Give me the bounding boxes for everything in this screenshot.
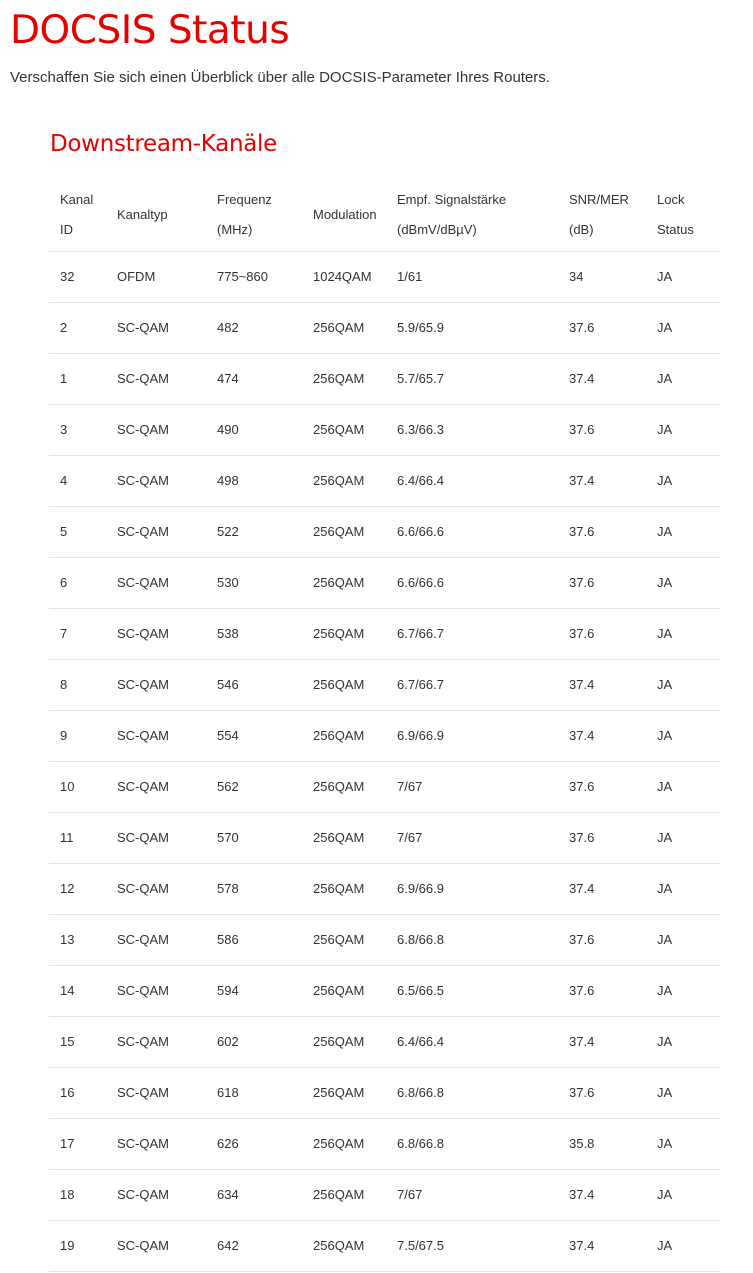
cell-frequenz: 578 bbox=[206, 863, 302, 914]
cell-kanal-id: 8 bbox=[49, 659, 106, 710]
cell-signalstaerke: 6.8/66.8 bbox=[386, 1067, 558, 1118]
cell-frequenz: 562 bbox=[206, 761, 302, 812]
cell-kanaltyp: SC-QAM bbox=[106, 302, 206, 353]
cell-frequenz: 530 bbox=[206, 557, 302, 608]
header-kanal-id: Kanal ID bbox=[49, 180, 106, 251]
cell-frequenz: 634 bbox=[206, 1169, 302, 1220]
cell-kanaltyp: SC-QAM bbox=[106, 965, 206, 1016]
cell-kanal-id: 17 bbox=[49, 1118, 106, 1169]
page-subtitle: Verschaffen Sie sich einen Überblick über alle DOCSIS-Parameter Ihres Routers. bbox=[10, 69, 550, 86]
cell-kanaltyp: SC-QAM bbox=[106, 455, 206, 506]
cell-kanaltyp: SC-QAM bbox=[106, 761, 206, 812]
header-kanaltyp: Kanaltyp bbox=[106, 180, 206, 251]
cell-lock-status: JA bbox=[646, 965, 720, 1016]
table-row bbox=[49, 761, 720, 812]
table-row bbox=[49, 353, 720, 404]
cell-kanal-id: 6 bbox=[49, 557, 106, 608]
table-row bbox=[49, 659, 720, 710]
cell-kanaltyp: SC-QAM bbox=[106, 863, 206, 914]
table-row bbox=[49, 251, 720, 302]
cell-modulation: 256QAM bbox=[302, 353, 386, 404]
cell-signalstaerke: 6.4/66.4 bbox=[386, 1016, 558, 1067]
cell-frequenz: 482 bbox=[206, 302, 302, 353]
cell-kanal-id: 13 bbox=[49, 914, 106, 965]
cell-modulation: 256QAM bbox=[302, 965, 386, 1016]
cell-kanal-id: 16 bbox=[49, 1067, 106, 1118]
table-row bbox=[49, 302, 720, 353]
cell-frequenz: 570 bbox=[206, 812, 302, 863]
cell-kanaltyp: SC-QAM bbox=[106, 914, 206, 965]
cell-kanal-id: 15 bbox=[49, 1016, 106, 1067]
cell-lock-status: JA bbox=[646, 557, 720, 608]
cell-modulation: 256QAM bbox=[302, 1169, 386, 1220]
cell-kanaltyp: SC-QAM bbox=[106, 1118, 206, 1169]
table-row bbox=[49, 455, 720, 506]
cell-lock-status: JA bbox=[646, 404, 720, 455]
table-row bbox=[49, 914, 720, 965]
table-row bbox=[49, 965, 720, 1016]
cell-signalstaerke: 7/67 bbox=[386, 1169, 558, 1220]
cell-modulation: 256QAM bbox=[302, 1016, 386, 1067]
cell-kanal-id: 10 bbox=[49, 761, 106, 812]
cell-lock-status: JA bbox=[646, 353, 720, 404]
cell-lock-status: JA bbox=[646, 506, 720, 557]
cell-lock-status: JA bbox=[646, 1220, 720, 1271]
downstream-channels-table bbox=[49, 180, 720, 1272]
table-row bbox=[49, 557, 720, 608]
cell-snr-mer: 37.4 bbox=[558, 710, 646, 761]
cell-snr-mer: 37.6 bbox=[558, 608, 646, 659]
cell-modulation: 256QAM bbox=[302, 710, 386, 761]
cell-modulation: 256QAM bbox=[302, 659, 386, 710]
cell-snr-mer: 37.6 bbox=[558, 965, 646, 1016]
cell-kanaltyp: SC-QAM bbox=[106, 506, 206, 557]
cell-signalstaerke: 7.5/67.5 bbox=[386, 1220, 558, 1271]
cell-snr-mer: 37.4 bbox=[558, 353, 646, 404]
cell-signalstaerke: 6.8/66.8 bbox=[386, 914, 558, 965]
cell-lock-status: JA bbox=[646, 608, 720, 659]
cell-signalstaerke: 6.8/66.8 bbox=[386, 1118, 558, 1169]
cell-frequenz: 490 bbox=[206, 404, 302, 455]
cell-signalstaerke: 6.4/66.4 bbox=[386, 455, 558, 506]
cell-snr-mer: 37.6 bbox=[558, 404, 646, 455]
cell-kanal-id: 14 bbox=[49, 965, 106, 1016]
cell-snr-mer: 37.6 bbox=[558, 506, 646, 557]
cell-modulation: 1024QAM bbox=[302, 251, 386, 302]
cell-lock-status: JA bbox=[646, 251, 720, 302]
header-frequenz: Frequenz (MHz) bbox=[206, 180, 302, 251]
table-row bbox=[49, 812, 720, 863]
cell-snr-mer: 37.6 bbox=[558, 557, 646, 608]
cell-kanaltyp: SC-QAM bbox=[106, 608, 206, 659]
cell-snr-mer: 37.6 bbox=[558, 1067, 646, 1118]
header-modulation: Modulation bbox=[302, 180, 386, 251]
cell-snr-mer: 37.4 bbox=[558, 1169, 646, 1220]
cell-frequenz: 618 bbox=[206, 1067, 302, 1118]
cell-lock-status: JA bbox=[646, 1067, 720, 1118]
cell-lock-status: JA bbox=[646, 914, 720, 965]
cell-kanal-id: 2 bbox=[49, 302, 106, 353]
cell-kanaltyp: SC-QAM bbox=[106, 659, 206, 710]
table-row bbox=[49, 710, 720, 761]
table-row bbox=[49, 404, 720, 455]
cell-lock-status: JA bbox=[646, 302, 720, 353]
cell-signalstaerke: 7/67 bbox=[386, 812, 558, 863]
cell-signalstaerke: 6.6/66.6 bbox=[386, 557, 558, 608]
cell-signalstaerke: 6.7/66.7 bbox=[386, 659, 558, 710]
cell-signalstaerke: 1/61 bbox=[386, 251, 558, 302]
cell-lock-status: JA bbox=[646, 710, 720, 761]
table-row bbox=[49, 608, 720, 659]
cell-lock-status: JA bbox=[646, 1118, 720, 1169]
cell-signalstaerke: 6.7/66.7 bbox=[386, 608, 558, 659]
cell-snr-mer: 37.6 bbox=[558, 302, 646, 353]
cell-frequenz: 642 bbox=[206, 1220, 302, 1271]
cell-signalstaerke: 5.9/65.9 bbox=[386, 302, 558, 353]
cell-kanaltyp: SC-QAM bbox=[106, 557, 206, 608]
table-row bbox=[49, 1118, 720, 1169]
cell-modulation: 256QAM bbox=[302, 761, 386, 812]
cell-modulation: 256QAM bbox=[302, 914, 386, 965]
cell-kanal-id: 5 bbox=[49, 506, 106, 557]
table-row bbox=[49, 1169, 720, 1220]
header-signalstaerke: Empf. Signalstärke (dBmV/dBµV) bbox=[386, 180, 558, 251]
cell-modulation: 256QAM bbox=[302, 557, 386, 608]
cell-signalstaerke: 6.3/66.3 bbox=[386, 404, 558, 455]
cell-frequenz: 594 bbox=[206, 965, 302, 1016]
cell-modulation: 256QAM bbox=[302, 812, 386, 863]
cell-snr-mer: 37.6 bbox=[558, 761, 646, 812]
cell-modulation: 256QAM bbox=[302, 404, 386, 455]
downstream-section-title: Downstream-Kanäle bbox=[50, 131, 277, 157]
cell-snr-mer: 37.4 bbox=[558, 455, 646, 506]
table-row bbox=[49, 863, 720, 914]
cell-frequenz: 586 bbox=[206, 914, 302, 965]
cell-frequenz: 522 bbox=[206, 506, 302, 557]
cell-frequenz: 602 bbox=[206, 1016, 302, 1067]
cell-frequenz: 498 bbox=[206, 455, 302, 506]
table-header-row bbox=[49, 180, 720, 251]
cell-signalstaerke: 6.9/66.9 bbox=[386, 863, 558, 914]
cell-modulation: 256QAM bbox=[302, 1118, 386, 1169]
cell-kanal-id: 11 bbox=[49, 812, 106, 863]
table-body bbox=[49, 251, 720, 1271]
cell-kanaltyp: SC-QAM bbox=[106, 353, 206, 404]
cell-frequenz: 554 bbox=[206, 710, 302, 761]
cell-snr-mer: 34 bbox=[558, 251, 646, 302]
table-row bbox=[49, 1067, 720, 1118]
cell-kanal-id: 18 bbox=[49, 1169, 106, 1220]
cell-modulation: 256QAM bbox=[302, 302, 386, 353]
cell-kanal-id: 7 bbox=[49, 608, 106, 659]
cell-lock-status: JA bbox=[646, 863, 720, 914]
cell-kanaltyp: SC-QAM bbox=[106, 1016, 206, 1067]
cell-kanal-id: 9 bbox=[49, 710, 106, 761]
cell-modulation: 256QAM bbox=[302, 608, 386, 659]
cell-lock-status: JA bbox=[646, 812, 720, 863]
cell-lock-status: JA bbox=[646, 761, 720, 812]
cell-kanaltyp: SC-QAM bbox=[106, 404, 206, 455]
cell-snr-mer: 37.6 bbox=[558, 812, 646, 863]
cell-frequenz: 474 bbox=[206, 353, 302, 404]
cell-snr-mer: 37.4 bbox=[558, 863, 646, 914]
cell-kanal-id: 1 bbox=[49, 353, 106, 404]
cell-kanaltyp: SC-QAM bbox=[106, 1067, 206, 1118]
cell-snr-mer: 37.4 bbox=[558, 1016, 646, 1067]
cell-lock-status: JA bbox=[646, 455, 720, 506]
cell-frequenz: 775~860 bbox=[206, 251, 302, 302]
cell-kanaltyp: SC-QAM bbox=[106, 1220, 206, 1271]
cell-signalstaerke: 7/67 bbox=[386, 761, 558, 812]
cell-modulation: 256QAM bbox=[302, 506, 386, 557]
cell-kanal-id: 12 bbox=[49, 863, 106, 914]
table-row bbox=[49, 1016, 720, 1067]
cell-kanaltyp: OFDM bbox=[106, 251, 206, 302]
cell-lock-status: JA bbox=[646, 1169, 720, 1220]
table-row bbox=[49, 506, 720, 557]
cell-signalstaerke: 6.6/66.6 bbox=[386, 506, 558, 557]
page-title: DOCSIS Status bbox=[10, 8, 290, 53]
cell-snr-mer: 37.6 bbox=[558, 914, 646, 965]
header-lock-status: Lock Status bbox=[646, 180, 720, 251]
cell-snr-mer: 37.4 bbox=[558, 659, 646, 710]
cell-kanaltyp: SC-QAM bbox=[106, 710, 206, 761]
cell-signalstaerke: 6.5/66.5 bbox=[386, 965, 558, 1016]
cell-signalstaerke: 5.7/65.7 bbox=[386, 353, 558, 404]
cell-frequenz: 546 bbox=[206, 659, 302, 710]
header-snr-mer: SNR/MER (dB) bbox=[558, 180, 646, 251]
cell-signalstaerke: 6.9/66.9 bbox=[386, 710, 558, 761]
cell-modulation: 256QAM bbox=[302, 455, 386, 506]
cell-modulation: 256QAM bbox=[302, 1220, 386, 1271]
cell-modulation: 256QAM bbox=[302, 1067, 386, 1118]
cell-kanal-id: 32 bbox=[49, 251, 106, 302]
cell-kanaltyp: SC-QAM bbox=[106, 812, 206, 863]
cell-kanal-id: 19 bbox=[49, 1220, 106, 1271]
table-row bbox=[49, 1220, 720, 1271]
cell-frequenz: 538 bbox=[206, 608, 302, 659]
cell-kanaltyp: SC-QAM bbox=[106, 1169, 206, 1220]
cell-lock-status: JA bbox=[646, 1016, 720, 1067]
cell-lock-status: JA bbox=[646, 659, 720, 710]
cell-snr-mer: 35.8 bbox=[558, 1118, 646, 1169]
cell-kanal-id: 4 bbox=[49, 455, 106, 506]
cell-snr-mer: 37.4 bbox=[558, 1220, 646, 1271]
cell-kanal-id: 3 bbox=[49, 404, 106, 455]
cell-frequenz: 626 bbox=[206, 1118, 302, 1169]
cell-modulation: 256QAM bbox=[302, 863, 386, 914]
